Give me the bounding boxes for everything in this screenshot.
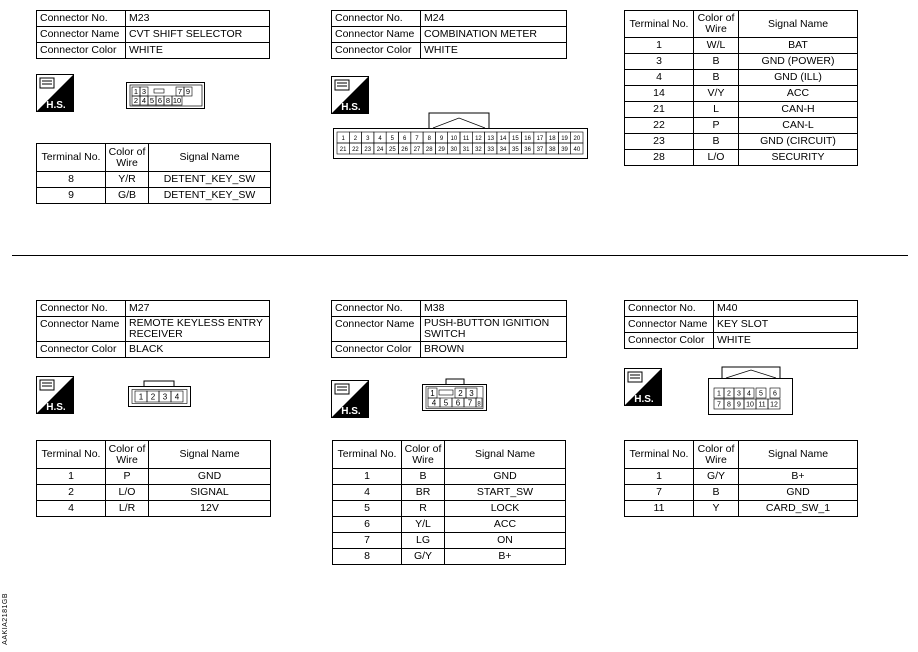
connector-name-label: Connector Name	[37, 317, 126, 342]
table-row	[625, 118, 858, 134]
pin: 1	[717, 390, 721, 398]
pin: 3	[162, 392, 168, 402]
signal-name: DETENT_KEY_SW	[149, 188, 271, 204]
pin: 29	[438, 147, 445, 153]
signal-name: LOCK	[445, 501, 566, 517]
table-row	[625, 150, 858, 166]
connector-info-m40	[624, 300, 858, 349]
pin: 3	[141, 87, 147, 96]
pin: 10	[450, 136, 458, 142]
table-row	[333, 517, 566, 533]
terminal-no: 22	[625, 118, 694, 134]
signal-name: GND	[739, 485, 858, 501]
pin: 4	[174, 392, 180, 402]
hs-icon	[36, 74, 74, 112]
terminal-no: 4	[625, 70, 694, 86]
pin: 18	[548, 136, 556, 142]
connector-name-value: CVT SHIFT SELECTOR	[126, 27, 270, 43]
hs-label: H.S.	[341, 102, 361, 113]
connector-info-m27	[36, 300, 270, 358]
pin: 6	[157, 96, 163, 105]
table-row	[37, 501, 271, 517]
wire-color: G/B	[106, 188, 149, 204]
terminal-no: 21	[625, 102, 694, 118]
wire-color: B	[694, 70, 739, 86]
connector-color-value: WHITE	[126, 43, 270, 59]
pin: 15	[512, 136, 519, 142]
hs-label: H.S.	[46, 100, 66, 111]
pin: 5	[390, 136, 395, 142]
pin: 6	[773, 390, 777, 398]
connector-color-value: WHITE	[421, 43, 567, 59]
wire-color: BR	[402, 485, 445, 501]
pin: 21	[339, 147, 347, 153]
terminal-no-header: Terminal No.	[625, 441, 694, 469]
terminal-no: 11	[625, 501, 694, 517]
terminal-no: 8	[37, 172, 106, 188]
pin: 6	[455, 398, 461, 408]
hs-icon	[331, 380, 369, 418]
signal-name: ON	[445, 533, 566, 549]
pin: 8	[477, 401, 481, 408]
color-of-wire-header: Color of Wire	[694, 11, 739, 38]
terminal-no: 23	[625, 134, 694, 150]
pin: 11	[463, 136, 470, 142]
signal-name: GND (POWER)	[739, 54, 858, 70]
connector-color-label: Connector Color	[625, 333, 714, 349]
wire-color: B	[694, 54, 739, 70]
signal-name: CARD_SW_1	[739, 501, 858, 517]
terminal-no-header: Terminal No.	[333, 441, 402, 469]
pin: 22	[352, 147, 359, 153]
connector-name-label: Connector Name	[625, 317, 714, 333]
pin: 7	[467, 398, 473, 408]
connector-no-value: M27	[126, 301, 270, 317]
table-row	[625, 501, 858, 517]
pin: 4	[141, 96, 147, 105]
table-row	[625, 485, 858, 501]
table-row	[37, 172, 271, 188]
pin: 2	[133, 96, 139, 105]
connector-name-label: Connector Name	[332, 317, 421, 342]
color-of-wire-header: Color of Wire	[106, 441, 149, 469]
pin: 1	[133, 87, 139, 96]
pin: 8	[727, 401, 731, 409]
connector-info-m23	[36, 10, 270, 59]
terminal-table-m23	[36, 143, 271, 204]
pin: 16	[524, 136, 531, 142]
signal-name: B+	[739, 469, 858, 485]
terminal-no: 1	[625, 469, 694, 485]
wire-color: L/O	[106, 485, 149, 501]
signal-name: CAN-H	[739, 102, 858, 118]
hs-label: H.S.	[634, 394, 654, 405]
wire-color: B	[402, 469, 445, 485]
wire-color: P	[694, 118, 739, 134]
table-row	[37, 469, 271, 485]
pin: 34	[499, 147, 507, 153]
pin: 10	[746, 401, 754, 409]
wire-color: R	[402, 501, 445, 517]
hs-label: H.S.	[46, 402, 66, 413]
terminal-no: 3	[625, 54, 694, 70]
pin: 38	[548, 147, 556, 153]
pin: 23	[364, 147, 372, 153]
connector-no-label: Connector No.	[37, 11, 126, 27]
terminal-no: 5	[333, 501, 402, 517]
pin: 31	[462, 147, 470, 153]
signal-name: GND (ILL)	[739, 70, 858, 86]
pin: 33	[487, 147, 495, 153]
pin: 9	[185, 87, 191, 96]
color-of-wire-header: Color of Wire	[402, 441, 445, 469]
wire-color: LG	[402, 533, 445, 549]
pin: 1	[138, 392, 144, 402]
wire-color: Y/R	[106, 172, 149, 188]
pin: 3	[366, 136, 370, 142]
pin: 3	[469, 389, 474, 398]
pin: 17	[536, 136, 544, 142]
pin: 8	[427, 136, 431, 142]
wire-color: G/Y	[694, 469, 739, 485]
signal-name: GND	[445, 469, 566, 485]
connector-diagram-m24	[333, 112, 589, 165]
pin: 5	[443, 398, 449, 408]
signal-name-header: Signal Name	[739, 441, 858, 469]
wire-color: G/Y	[402, 549, 445, 565]
connector-info-m38	[331, 300, 567, 358]
pin: 1	[341, 136, 345, 142]
connector-name-value: KEY SLOT	[714, 317, 858, 333]
table-row	[625, 70, 858, 86]
pin: 37	[536, 147, 544, 153]
terminal-no: 1	[37, 469, 106, 485]
wire-color: L/O	[694, 150, 739, 166]
pin: 25	[389, 147, 396, 153]
wire-color: Y	[694, 501, 739, 517]
pin: 9	[737, 401, 741, 409]
connector-diagram-m23	[126, 82, 206, 115]
table-row	[333, 549, 566, 565]
connector-color-label: Connector Color	[37, 342, 126, 358]
terminal-no-header: Terminal No.	[37, 441, 106, 469]
terminal-table-m38	[332, 440, 566, 565]
pin: 2	[150, 392, 156, 402]
connector-color-label: Connector Color	[332, 342, 421, 358]
pin: 12	[770, 401, 778, 409]
terminal-no-header: Terminal No.	[37, 144, 106, 172]
pin: 14	[499, 136, 507, 142]
pin: 7	[177, 87, 183, 96]
terminal-no: 7	[625, 485, 694, 501]
table-row	[625, 38, 858, 54]
pin: 39	[561, 147, 568, 153]
table-row	[333, 533, 566, 549]
terminal-no-header: Terminal No.	[625, 11, 694, 38]
wire-color: L	[694, 102, 739, 118]
pin: 5	[759, 390, 763, 398]
pin: 24	[376, 147, 384, 153]
connector-diagram-m38	[422, 378, 488, 417]
pin: 20	[573, 136, 581, 142]
connector-no-value: M40	[714, 301, 858, 317]
table-row	[333, 469, 566, 485]
terminal-no: 4	[333, 485, 402, 501]
hs-label: H.S.	[341, 406, 361, 417]
pin: 6	[402, 136, 407, 142]
connector-name-value: COMBINATION METER	[421, 27, 567, 43]
pin: 9	[439, 136, 444, 142]
pin: 4	[431, 398, 437, 408]
connector-name-label: Connector Name	[332, 27, 421, 43]
pin: 35	[512, 147, 519, 153]
terminal-no: 6	[333, 517, 402, 533]
pin: 26	[401, 147, 408, 153]
connector-no-label: Connector No.	[37, 301, 126, 317]
pin: 19	[561, 136, 568, 142]
connector-color-value: WHITE	[714, 333, 858, 349]
pin: 4	[747, 390, 751, 398]
wire-color: B	[694, 134, 739, 150]
pin: 36	[524, 147, 531, 153]
pin: 10	[172, 96, 182, 105]
wire-color: P	[106, 469, 149, 485]
terminal-no: 4	[37, 501, 106, 517]
signal-name: 12V	[149, 501, 271, 517]
terminal-no: 8	[333, 549, 402, 565]
table-row	[625, 102, 858, 118]
connector-no-value: M23	[126, 11, 270, 27]
color-of-wire-header: Color of Wire	[106, 144, 149, 172]
pin: 32	[475, 147, 482, 153]
pin: 1	[430, 389, 435, 398]
terminal-no: 2	[37, 485, 106, 501]
image-code: AAKIA2181GB	[2, 593, 9, 645]
table-row	[333, 501, 566, 517]
connector-diagram-m40	[708, 366, 794, 421]
connector-color-label: Connector Color	[37, 43, 126, 59]
signal-name: SECURITY	[739, 150, 858, 166]
signal-name-header: Signal Name	[739, 11, 858, 38]
terminal-no: 28	[625, 150, 694, 166]
connector-name-value: REMOTE KEYLESS ENTRY RECEIVER	[126, 317, 270, 342]
connector-no-value: M24	[421, 11, 567, 27]
wire-color: B	[694, 485, 739, 501]
color-of-wire-header: Color of Wire	[694, 441, 739, 469]
signal-name: GND (CIRCUIT)	[739, 134, 858, 150]
pin: 7	[717, 401, 721, 409]
table-row	[625, 469, 858, 485]
terminal-table-m40	[624, 440, 858, 517]
pin: 2	[353, 136, 358, 142]
signal-name-header: Signal Name	[149, 144, 271, 172]
connector-no-label: Connector No.	[332, 11, 421, 27]
signal-name: B+	[445, 549, 566, 565]
connector-no-label: Connector No.	[625, 301, 714, 317]
terminal-no: 14	[625, 86, 694, 102]
pin: 40	[573, 147, 581, 153]
pin: 13	[487, 136, 495, 142]
connector-name-value: PUSH-BUTTON IGNITION SWITCH	[421, 317, 567, 342]
signal-name: CAN-L	[739, 118, 858, 134]
hs-icon	[331, 76, 369, 114]
pin: 3	[737, 390, 741, 398]
pin: 11	[758, 401, 766, 409]
connector-no-value: M38	[421, 301, 567, 317]
hs-icon	[624, 368, 662, 406]
table-row	[625, 134, 858, 150]
connector-color-value: BROWN	[421, 342, 567, 358]
section-divider	[12, 255, 908, 256]
pin: 7	[415, 136, 419, 142]
connector-no-label: Connector No.	[332, 301, 421, 317]
terminal-table-m24	[624, 10, 858, 166]
connector-info-m24	[331, 10, 567, 59]
terminal-no: 1	[333, 469, 402, 485]
terminal-table-m27	[36, 440, 271, 517]
signal-name: GND	[149, 469, 271, 485]
signal-name-header: Signal Name	[445, 441, 566, 469]
connector-diagram-m27	[128, 380, 192, 413]
signal-name-header: Signal Name	[149, 441, 271, 469]
terminal-no: 7	[333, 533, 402, 549]
wire-color: V/Y	[694, 86, 739, 102]
signal-name: START_SW	[445, 485, 566, 501]
hs-icon	[36, 376, 74, 414]
signal-name: ACC	[445, 517, 566, 533]
table-row	[37, 485, 271, 501]
connector-color-value: BLACK	[126, 342, 270, 358]
pin: 4	[378, 136, 382, 142]
table-row	[625, 86, 858, 102]
connector-name-label: Connector Name	[37, 27, 126, 43]
wire-color: W/L	[694, 38, 739, 54]
signal-name: SIGNAL	[149, 485, 271, 501]
pin: 30	[450, 147, 458, 153]
pin: 2	[458, 389, 463, 398]
terminal-no: 1	[625, 38, 694, 54]
signal-name: ACC	[739, 86, 858, 102]
table-row	[37, 188, 271, 204]
pin: 8	[165, 96, 171, 105]
pin: 28	[425, 147, 433, 153]
wire-color: L/R	[106, 501, 149, 517]
terminal-no: 9	[37, 188, 106, 204]
pin: 5	[149, 96, 155, 105]
pin: 2	[727, 390, 731, 398]
signal-name: DETENT_KEY_SW	[149, 172, 271, 188]
pin: 12	[475, 136, 482, 142]
table-row	[333, 485, 566, 501]
table-row	[625, 54, 858, 70]
signal-name: BAT	[739, 38, 858, 54]
wire-color: Y/L	[402, 517, 445, 533]
pin: 27	[413, 147, 421, 153]
connector-color-label: Connector Color	[332, 43, 421, 59]
